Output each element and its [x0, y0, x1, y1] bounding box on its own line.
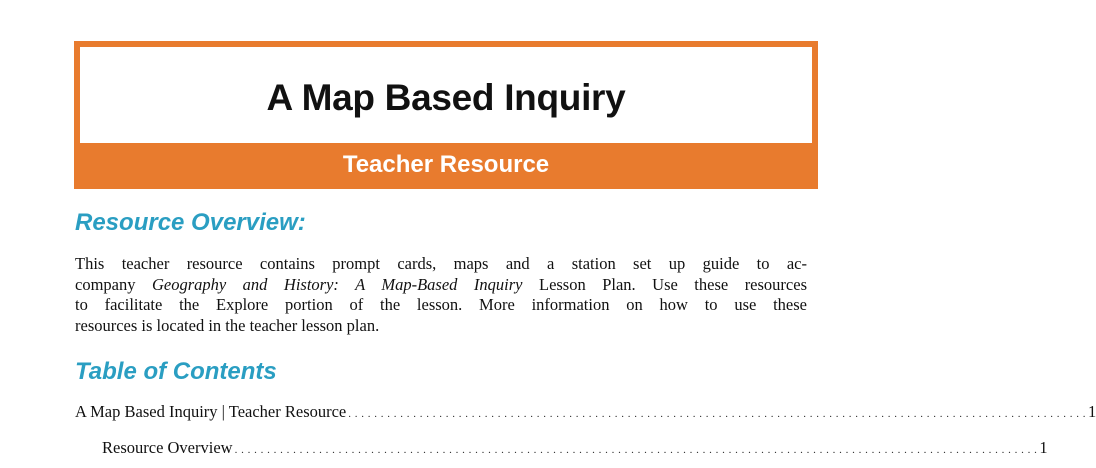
paragraph-line [75, 316, 807, 337]
toc-entry[interactable] [102, 438, 1048, 457]
page-title: A Map Based Inquiry [266, 77, 626, 118]
toc-entry-label[interactable]: Resource Overview [102, 438, 233, 457]
table-of-contents-heading: Table of Contents [75, 358, 277, 385]
paragraph-text: to facilitate the Explore portion of the lesson. More information on how to use these [75, 295, 807, 314]
toc-page-number: 1 [1088, 402, 1096, 421]
paragraph-text: This teacher resource contains prompt cards, maps and a station set up guide to ac- [75, 254, 807, 273]
overview-paragraph [75, 254, 807, 336]
paragraph-line [75, 254, 807, 275]
toc-dot-leader: . . . . . . . . . . . . . . . . . . . . . . . . . . . . . . . . . . . . . . . . . . . . . . . . . . . . . . . . . . . . . . . . . . . . . . . . . . . . . . . . . . . . . . . . . . . . . . . . . . . . . . . . . . . . . . . . . . . . . . . . . . . . [234, 444, 1038, 456]
toc-entry[interactable] [75, 402, 1096, 421]
paragraph-text: Lesson Plan. Use these resources [522, 274, 807, 294]
paragraph-line [75, 295, 807, 316]
paragraph-text: resources is located in the teacher lesson plan. [75, 315, 380, 335]
toc-dot-leader: . . . . . . . . . . . . . . . . . . . . . . . . . . . . . . . . . . . . . . . . . . . . . . . . . . . . . . . . . . . . . . . . . . . . . . . . . . . . . . . . . . . . . . . . . . . . . . . . . . . . . . . . . . . . . . . . . . [348, 408, 1087, 420]
resource-overview-heading: Resource Overview: [75, 209, 306, 236]
page-subtitle: Teacher Resource [342, 151, 550, 178]
toc-page-number: 1 [1039, 438, 1048, 457]
toc-entry-label[interactable]: A Map Based Inquiry | Teacher Resource [75, 402, 347, 421]
lesson-plan-title: Geography and History: A Map-Based Inquiry [151, 274, 523, 294]
paragraph-text: company [75, 274, 152, 294]
paragraph-line [75, 275, 807, 296]
subtitle-bar [74, 143, 818, 189]
title-box [74, 41, 818, 143]
